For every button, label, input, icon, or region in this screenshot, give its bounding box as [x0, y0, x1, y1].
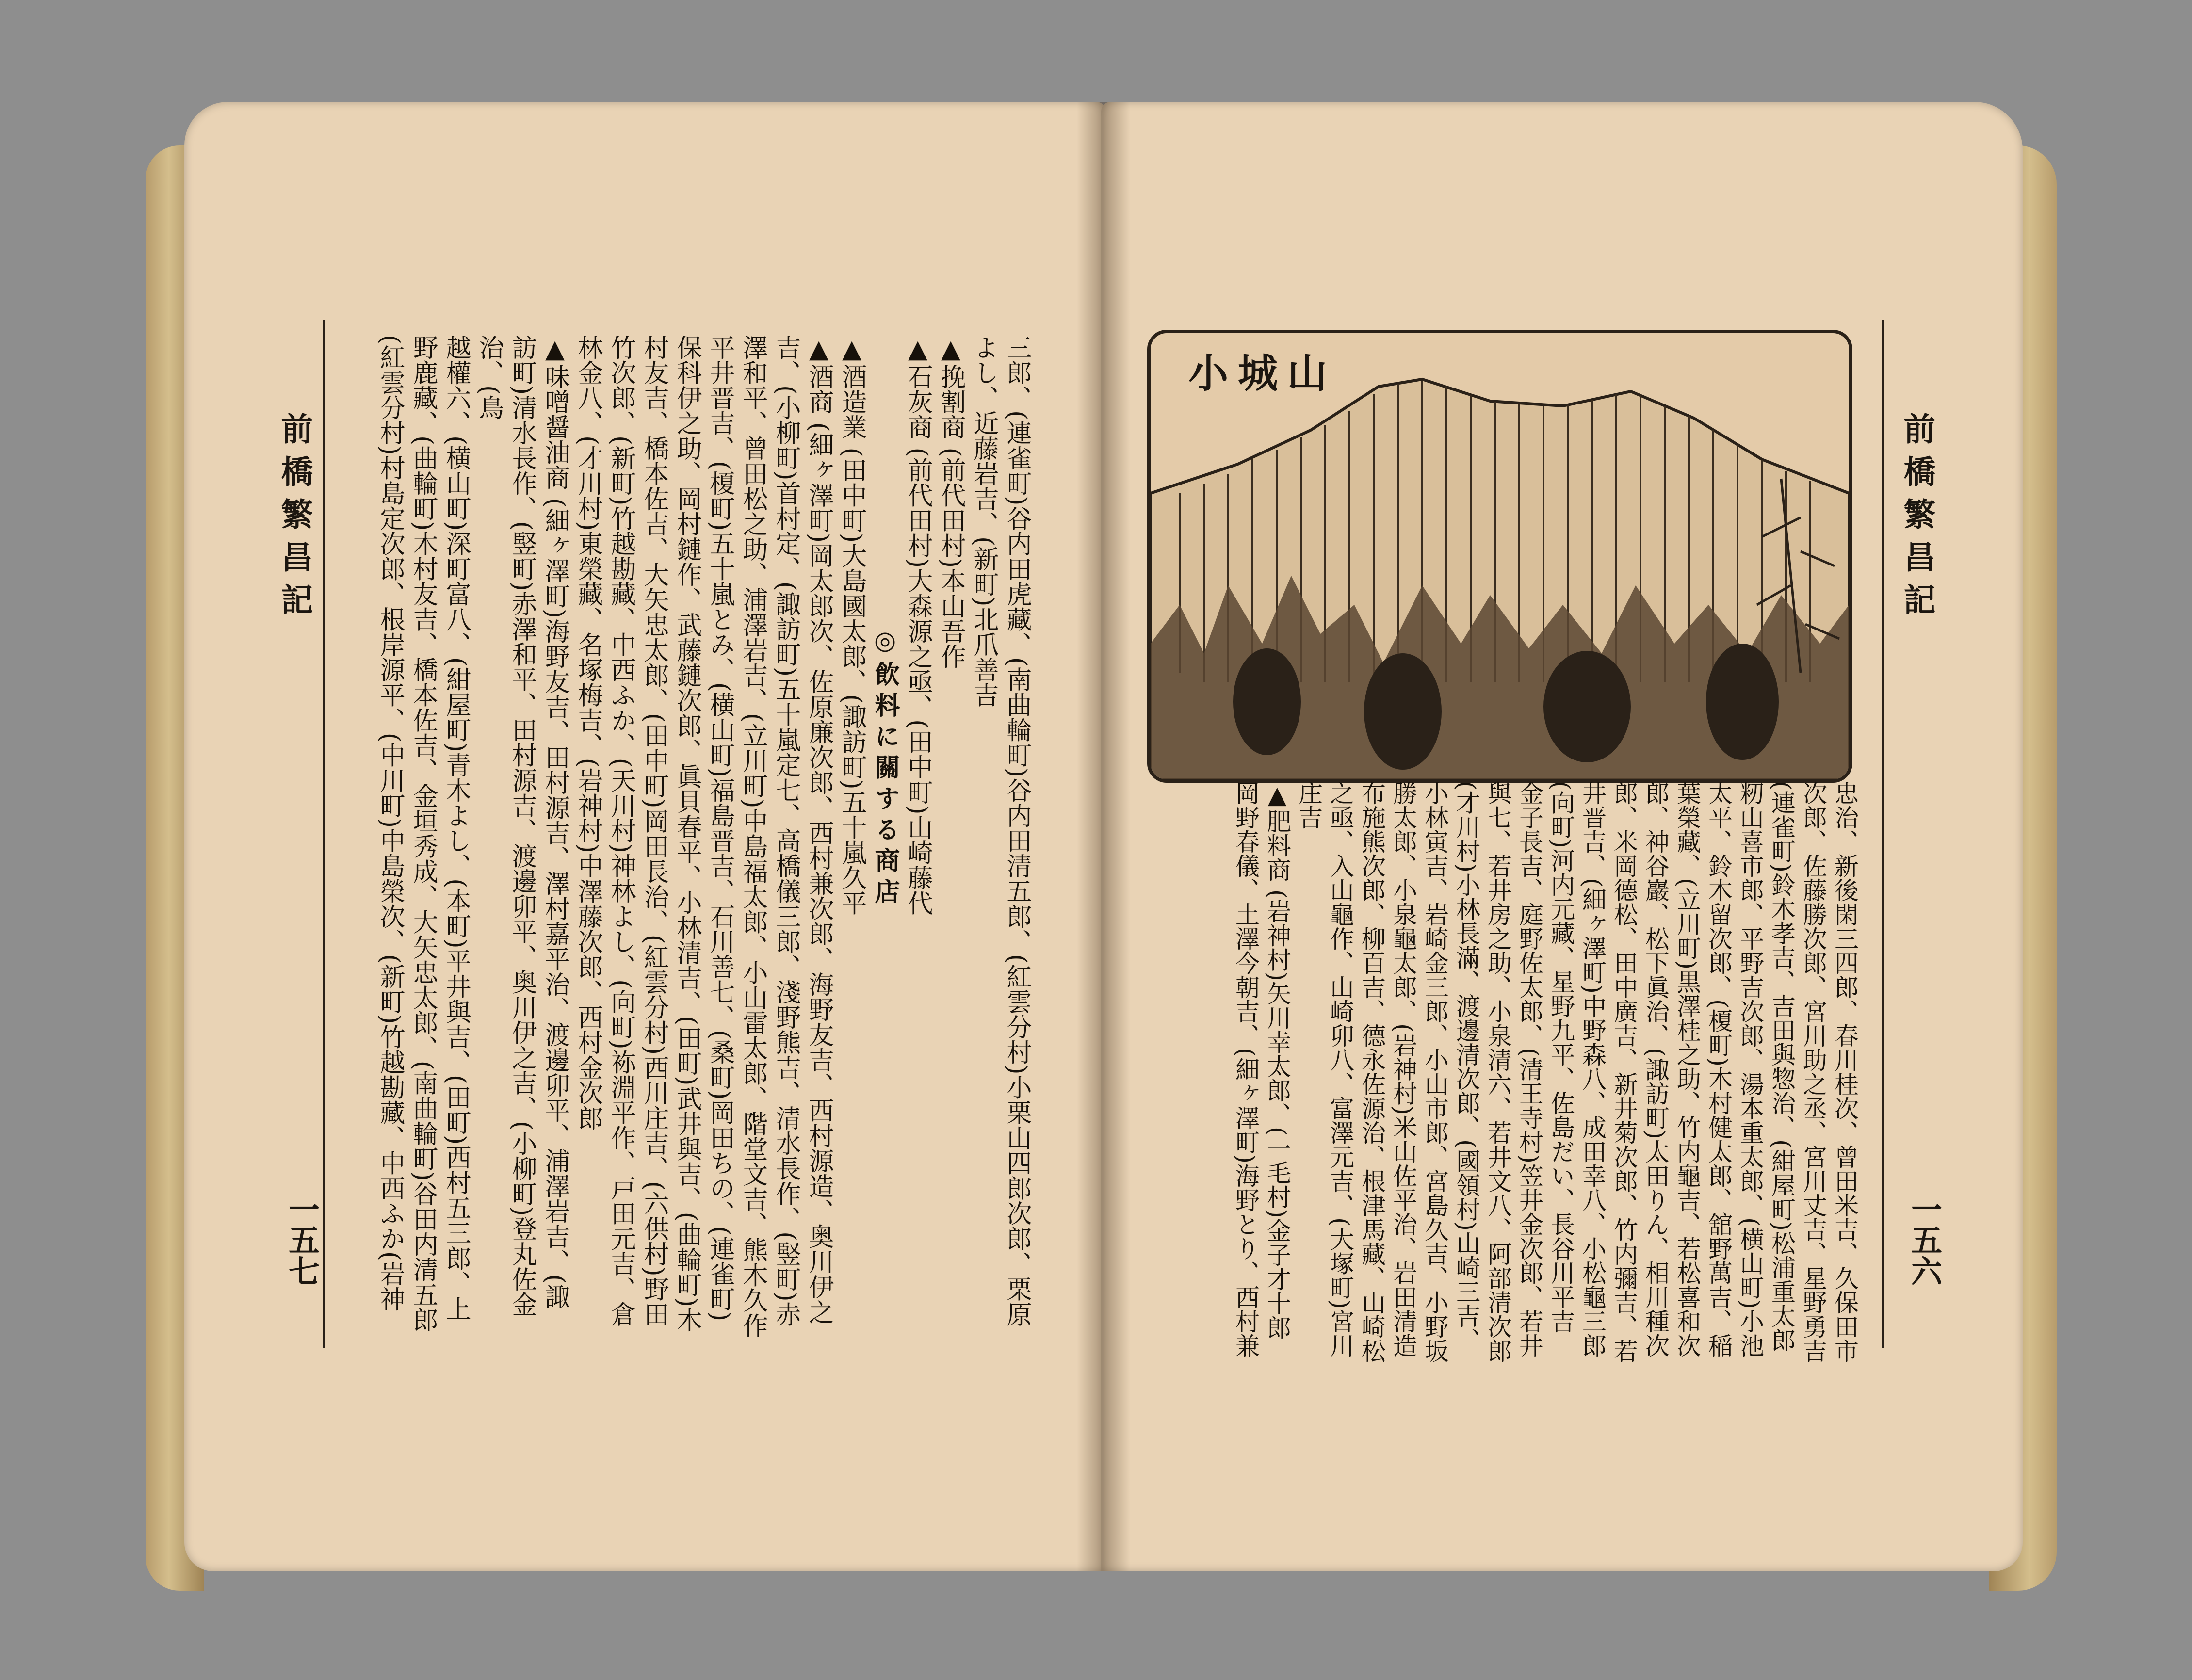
section-title: ◎飲料に關する商店 — [870, 626, 900, 909]
text-column: 訪町)清水長作、(竪町)赤澤和平、田村源吉、渡邊卯平、奥川伊之吉、(小柳町)登丸佐金治、(鳥 — [474, 335, 536, 1317]
text-column: 庄吉 — [1295, 781, 1323, 829]
text-column: 勝太郎、小泉龜太郎、(岩神村)米山佐平治、岩田清造 — [1389, 781, 1417, 1358]
left-page-header: 前橋繁昌記 — [276, 412, 313, 626]
right-header-rule — [1882, 320, 1884, 1348]
text-column: ▲肥料商 (岩神村)矢川幸太郎、(一毛村)金子才十郎 — [1263, 781, 1291, 1340]
right-page-header: 前橋繁昌記 — [1898, 412, 1936, 626]
text-column: (才川村)小林長滿、渡邊清次郎、(國領村)山崎三吉、 — [1452, 781, 1480, 1353]
text-column: 郎、米岡德松、田中廣吉、新井菊次郎、竹内彌吉、若 — [1610, 781, 1638, 1363]
text-column: 村友吉、橋本佐吉、大矢忠太郎、(田中町)岡田長治、(紅雲分村)西川庄吉、(六供村)野田 — [639, 335, 668, 1327]
text-column: 井晋吉、(細ヶ澤町)中野森八、成田幸八、小松龜三郎 — [1578, 781, 1607, 1358]
text-column: 之亟、入山龜作、山崎卯八、富澤元吉、(大塚町)宮川 — [1326, 781, 1354, 1358]
text-column: 布施熊次郎、柳百吉、德永佐源治、根津馬藏、山崎松 — [1358, 781, 1386, 1363]
text-column: 郎、神谷巖、松下眞治、(諏訪町)太田りん、相川種次 — [1641, 781, 1670, 1358]
text-column: ▲石灰商 (前代田村)大森源之亟、(田中町)山崎藤代 — [903, 335, 932, 916]
text-column: 次郎、佐藤勝次郎、宮川助之丞、宮川丈吉、星野勇吉 — [1799, 781, 1827, 1363]
text-column: 與七、若井房之助、小泉清六、若井文八、阿部清次郎 — [1484, 781, 1512, 1363]
text-column: ▲挽割商 (前代田村)本山吾作 — [936, 335, 965, 669]
text-column: 澤和平、曾田松之助、浦澤岩吉、(立川町)中島福太郎、小山雷太郎、階堂文吉、熊木久作 — [738, 335, 767, 1338]
left-page-number: 一五七 — [283, 1193, 320, 1286]
text-column: (向町)河内元藏、星野九平、佐島だい、長谷川平吉 — [1547, 781, 1575, 1334]
mountain-woodcut-icon — [1151, 333, 1849, 779]
right-page-text — [1162, 781, 1860, 1363]
text-column: よし、近藤岩吉、(新町)北爪善吉 — [969, 335, 998, 708]
text-column: ▲酒造業 (田中町)大島國太郎、(諏訪町)五十嵐久平 — [837, 335, 866, 916]
text-column: (紅雲分村)村島定次郎、根岸源平、(中川町)中島榮次、(新町)竹越勘藏、中西ふか(岩神 — [375, 335, 405, 1312]
text-column: 吉、(小柳町)首村定、(諏訪町)五十嵐定七、高橋儀三郎、淺野熊吉、清水長作、(竪町)赤 — [771, 335, 800, 1327]
text-column: 竹次郎、(新町)竹越勘藏、中西ふか、(天川村)神林よし、(向町)袮淵平作、戸田元吉、倉 — [606, 335, 635, 1327]
text-column: 忠治、新後閑三四郎、春川桂次、曾田米吉、久保田市 — [1831, 781, 1859, 1363]
text-column: 葉榮藏、(立川町)黒澤桂之助、竹内龜吉、若松喜和次 — [1673, 781, 1701, 1358]
text-column: 小林寅吉、岩崎金三郎、小山市郎、宮島久吉、小野坂 — [1421, 781, 1449, 1363]
illustration-caption: 小城山 — [1188, 350, 1337, 397]
text-column: ▲味噌醤油商 (細ヶ澤町)海野友吉、田村源吉、澤村嘉平治、渡邊卯平、浦澤岩吉、(諏 — [540, 335, 569, 1309]
text-column: 籾山喜市郎、平野吉次郎、湯本重太郎、(横山町)小池 — [1736, 781, 1764, 1358]
text-column: 三郎、(連雀町)谷内田虎藏、(南曲輪町)谷内田清五郎、(紅雲分村)小栗山四郎次郎、栗原 — [1002, 335, 1031, 1327]
text-column: 太平、鈴木留次郎、(榎町)木村健太郎、舘野萬吉、稲 — [1705, 781, 1733, 1358]
text-column: 林金八、(才川村)東榮藏、名塚梅吉、(岩神村)中澤藤次郎、西村金次郎 — [573, 335, 602, 1131]
text-column: 越權六、(横山町)深町富八、(紺屋町)青木よし、(本町)平井與吉、(田町)西村五三郎、上 — [441, 335, 471, 1322]
text-column: ▲酒商 (細ヶ澤町)岡太郎次、佐原廉次郎、西村兼次郎、海野友吉、西村源造、奥川伊之 — [804, 335, 833, 1325]
text-column: (連雀町)鈴木孝吉、吉田與惣治、(紺屋町)松浦重太郎 — [1768, 781, 1796, 1353]
text-column: 岡野春儀、土澤今朝吉、(細ヶ澤町)海野とり、西村兼 — [1232, 781, 1260, 1358]
right-page-number: 一五六 — [1906, 1193, 1942, 1286]
text-column: 金子長吉、庭野佐太郎、(清王寺村)笠井金次郎、若井 — [1515, 781, 1543, 1358]
left-page-text — [335, 335, 1033, 1363]
text-column: 保科伊之助、岡村鏈作、武藤鏈次郎、眞貝春平、小林清吉、(田町)武井與吉、(曲輪町)木 — [672, 335, 701, 1333]
text-column: 平井晋吉、(榎町)五十嵐とみ、(横山町)福島晋吉、石川善七、(桑町)岡田ちの、(連雀町) — [705, 335, 734, 1322]
text-column: 野鹿藏、(曲輪町)木村友吉、橋本佐吉、金垣秀成、大矢忠太郎、(南曲輪町)谷田内清五郎 — [408, 335, 438, 1333]
book-gutter — [1077, 102, 1130, 1571]
